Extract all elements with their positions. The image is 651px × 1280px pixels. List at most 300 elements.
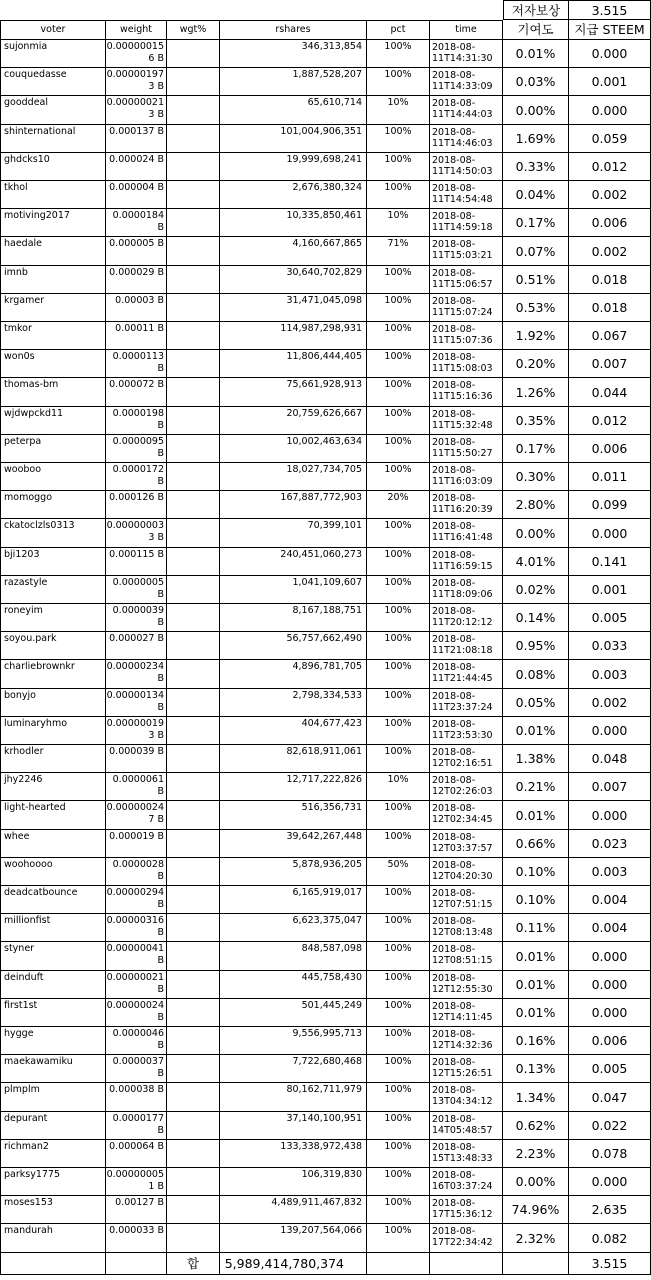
weight-cell: 0.0000039 B [106, 604, 167, 632]
time-cell [430, 942, 503, 971]
time-clock: 12T02:34:45 [432, 814, 493, 825]
voter-cell: whee [0, 830, 106, 858]
payout-cell: 0.047 [569, 1083, 651, 1112]
time-date: 2018-08- [432, 719, 476, 730]
contrib-cell: 0.00% [503, 1168, 569, 1196]
wgt-percent-cell [167, 1112, 220, 1140]
time-clock: 14T05:48:57 [432, 1125, 493, 1136]
voter-cell: haedale [0, 237, 106, 266]
weight-cell: 0.00003 B [106, 294, 167, 322]
contrib-cell: 0.01% [503, 717, 569, 745]
payout-cell: 0.000 [569, 999, 651, 1027]
contrib-cell: 0.08% [503, 660, 569, 689]
contrib-cell: 0.20% [503, 350, 569, 378]
contrib-cell: 2.32% [503, 1224, 569, 1253]
time-cell [430, 463, 503, 491]
rshares-cell: 106,319,830 [220, 1168, 367, 1196]
voter-cell: charliebrownkr [0, 660, 106, 689]
totals-rshares: 5,989,414,780,374 [220, 1253, 367, 1275]
time-date: 2018-08- [432, 183, 476, 194]
table-row [0, 548, 651, 576]
voter-cell: ckatoclzls0313 [0, 519, 106, 548]
time-clock: 11T23:53:30 [432, 730, 493, 741]
time-cell [430, 1224, 503, 1253]
contrib-cell: 0.62% [503, 1112, 569, 1140]
rshares-cell: 10,335,850,461 [220, 209, 367, 237]
payout-cell: 0.141 [569, 548, 651, 576]
time-date: 2018-08- [432, 1170, 476, 1181]
contrib-cell: 0.01% [503, 999, 569, 1027]
voter-cell: maekawamiku [0, 1055, 106, 1083]
rshares-cell: 133,338,972,438 [220, 1140, 367, 1168]
rshares-cell: 75,661,928,913 [220, 378, 367, 407]
contrib-cell: 0.66% [503, 830, 569, 858]
wgt-percent-cell [167, 660, 220, 689]
rshares-cell: 20,759,626,667 [220, 407, 367, 435]
pct-cell: 100% [367, 971, 430, 999]
time-date: 2018-08- [432, 437, 476, 448]
contrib-cell: 0.35% [503, 407, 569, 435]
table-row [0, 576, 651, 604]
rshares-cell: 4,489,911,467,832 [220, 1196, 367, 1224]
time-date: 2018-08- [432, 747, 476, 758]
rshares-cell: 39,642,267,448 [220, 830, 367, 858]
payout-cell: 0.012 [569, 407, 651, 435]
table-row [0, 1027, 651, 1055]
contrib-cell: 0.13% [503, 1055, 569, 1083]
weight-cell: 0.0000037 B [106, 1055, 167, 1083]
table-row [0, 322, 651, 350]
time-clock: 11T15:50:27 [432, 448, 493, 459]
time-cell [430, 632, 503, 660]
time-date: 2018-08- [432, 606, 476, 617]
voter-cell: imnb [0, 266, 106, 294]
author-reward-row [0, 0, 651, 20]
voter-cell: jhy2246 [0, 773, 106, 801]
weight-cell: 0.000029 B [106, 266, 167, 294]
time-clock: 11T14:59:18 [432, 222, 493, 233]
header-contribution: 기여도 [503, 20, 569, 40]
time-date: 2018-08- [432, 691, 476, 702]
payout-cell: 0.004 [569, 886, 651, 914]
rshares-cell: 1,887,528,207 [220, 68, 367, 96]
rshares-cell: 31,471,045,098 [220, 294, 367, 322]
pct-cell: 100% [367, 407, 430, 435]
pct-cell: 100% [367, 1055, 430, 1083]
contrib-cell: 4.01% [503, 548, 569, 576]
time-clock: 12T02:16:51 [432, 758, 493, 769]
time-clock: 11T15:32:48 [432, 420, 493, 431]
time-clock: 12T15:26:51 [432, 1068, 493, 1079]
totals-label: 합 [167, 1253, 220, 1275]
time-clock: 11T15:06:57 [432, 279, 493, 290]
time-date: 2018-08- [432, 860, 476, 871]
header-time: time [430, 20, 503, 40]
rshares-cell: 4,160,667,865 [220, 237, 367, 266]
time-clock: 11T15:08:03 [432, 363, 493, 374]
rshares-cell: 11,806,444,405 [220, 350, 367, 378]
time-date: 2018-08- [432, 1085, 476, 1096]
wgt-percent-cell [167, 773, 220, 801]
table-row [0, 1168, 651, 1196]
weight-cell: 0.00000015 6 B [106, 40, 167, 68]
time-clock: 12T03:37:57 [432, 843, 493, 854]
voter-cell: deadcatbounce [0, 886, 106, 914]
table-row [0, 660, 651, 689]
wgt-percent-cell [167, 96, 220, 125]
voter-cell: deinduft [0, 971, 106, 999]
weight-cell: 0.0000113 B [106, 350, 167, 378]
pct-cell: 100% [367, 604, 430, 632]
weight-cell: 0.00000316 B [106, 914, 167, 942]
wgt-percent-cell [167, 576, 220, 604]
voter-cell: momoggo [0, 491, 106, 519]
pct-cell: 10% [367, 209, 430, 237]
rshares-cell: 18,027,734,705 [220, 463, 367, 491]
time-clock: 11T21:08:18 [432, 645, 493, 656]
payout-cell: 0.002 [569, 689, 651, 717]
totals-contrib-cell [503, 1253, 569, 1275]
time-clock: 11T16:59:15 [432, 561, 493, 572]
rshares-cell: 516,356,731 [220, 801, 367, 830]
table-row [0, 1224, 651, 1253]
voter-cell: sujonmia [0, 40, 106, 68]
contrib-cell: 2.23% [503, 1140, 569, 1168]
time-cell [430, 604, 503, 632]
rshares-cell: 167,887,772,903 [220, 491, 367, 519]
table-row [0, 1112, 651, 1140]
pct-cell: 100% [367, 1224, 430, 1253]
wgt-percent-cell [167, 745, 220, 773]
contrib-cell: 0.51% [503, 266, 569, 294]
payout-cell: 0.000 [569, 942, 651, 971]
pct-cell: 100% [367, 689, 430, 717]
time-date: 2018-08- [432, 42, 476, 53]
wgt-percent-cell [167, 266, 220, 294]
wgt-percent-cell [167, 971, 220, 999]
wgt-percent-cell [167, 40, 220, 68]
payout-cell: 0.007 [569, 773, 651, 801]
contrib-cell: 0.30% [503, 463, 569, 491]
time-clock: 12T08:51:15 [432, 955, 493, 966]
time-date: 2018-08- [432, 1001, 476, 1012]
time-cell [430, 717, 503, 745]
wgt-percent-cell [167, 1224, 220, 1253]
time-cell [430, 491, 503, 519]
payout-cell: 0.000 [569, 96, 651, 125]
time-cell [430, 519, 503, 548]
weight-cell: 0.00011 B [106, 322, 167, 350]
header-weight: weight [106, 20, 167, 40]
wgt-percent-cell [167, 378, 220, 407]
rshares-cell: 37,140,100,951 [220, 1112, 367, 1140]
pct-cell: 100% [367, 914, 430, 942]
table-row [0, 294, 651, 322]
time-date: 2018-08- [432, 550, 476, 561]
contrib-cell: 74.96% [503, 1196, 569, 1224]
payout-cell: 2.635 [569, 1196, 651, 1224]
weight-cell: 0.00000019 3 B [106, 717, 167, 745]
time-cell [430, 660, 503, 689]
wgt-percent-cell [167, 519, 220, 548]
time-cell [430, 801, 503, 830]
time-cell [430, 125, 503, 153]
payout-cell: 0.048 [569, 745, 651, 773]
contrib-cell: 0.01% [503, 40, 569, 68]
voter-cell: first1st [0, 999, 106, 1027]
time-cell [430, 1140, 503, 1168]
time-cell [430, 237, 503, 266]
weight-cell: 0.000033 B [106, 1224, 167, 1253]
time-cell [430, 96, 503, 125]
payout-cell: 0.000 [569, 40, 651, 68]
weight-cell: 0.000039 B [106, 745, 167, 773]
payout-cell: 0.059 [569, 125, 651, 153]
wgt-percent-cell [167, 435, 220, 463]
time-clock: 11T15:03:21 [432, 250, 493, 261]
payout-cell: 0.011 [569, 463, 651, 491]
contrib-cell: 0.17% [503, 209, 569, 237]
contrib-cell: 0.10% [503, 886, 569, 914]
wgt-percent-cell [167, 942, 220, 971]
rshares-cell: 240,451,060,273 [220, 548, 367, 576]
wgt-percent-cell [167, 1055, 220, 1083]
contrib-cell: 0.11% [503, 914, 569, 942]
rshares-cell: 56,757,662,490 [220, 632, 367, 660]
voter-cell: mandurah [0, 1224, 106, 1253]
pct-cell: 100% [367, 1112, 430, 1140]
table-row [0, 1083, 651, 1112]
pct-cell: 100% [367, 519, 430, 548]
wgt-percent-cell [167, 632, 220, 660]
payout-cell: 0.006 [569, 209, 651, 237]
payout-cell: 0.002 [569, 181, 651, 209]
time-date: 2018-08- [432, 380, 476, 391]
rshares-cell: 7,722,680,468 [220, 1055, 367, 1083]
time-clock: 11T15:16:36 [432, 391, 493, 402]
pct-cell: 100% [367, 1027, 430, 1055]
time-date: 2018-08- [432, 662, 476, 673]
voter-cell: wooboo [0, 463, 106, 491]
voter-cell: bji1203 [0, 548, 106, 576]
wgt-percent-cell [167, 68, 220, 96]
time-date: 2018-08- [432, 70, 476, 81]
header-wgt-percent: wgt% [167, 20, 220, 40]
pct-cell: 100% [367, 1196, 430, 1224]
pct-cell: 50% [367, 858, 430, 886]
pct-cell: 10% [367, 773, 430, 801]
pct-cell: 100% [367, 942, 430, 971]
voter-cell: wjdwpckd11 [0, 407, 106, 435]
payout-cell: 0.006 [569, 1027, 651, 1055]
rshares-cell: 70,399,101 [220, 519, 367, 548]
payout-cell: 0.000 [569, 519, 651, 548]
payout-cell: 0.033 [569, 632, 651, 660]
wgt-percent-cell [167, 604, 220, 632]
weight-cell: 0.0000177 B [106, 1112, 167, 1140]
weight-cell: 0.0000198 B [106, 407, 167, 435]
weight-cell: 0.00000024 B [106, 999, 167, 1027]
table-row [0, 1140, 651, 1168]
time-cell [430, 1027, 503, 1055]
payout-cell: 0.001 [569, 576, 651, 604]
rshares-cell: 2,798,334,533 [220, 689, 367, 717]
totals-voter-cell [0, 1253, 106, 1275]
wgt-percent-cell [167, 1196, 220, 1224]
payout-cell: 0.001 [569, 68, 651, 96]
table-row [0, 858, 651, 886]
table-row [0, 632, 651, 660]
contrib-cell: 1.34% [503, 1083, 569, 1112]
pct-cell: 100% [367, 717, 430, 745]
time-cell [430, 1112, 503, 1140]
rshares-cell: 101,004,906,351 [220, 125, 367, 153]
payout-cell: 0.082 [569, 1224, 651, 1253]
rshares-cell: 82,618,911,061 [220, 745, 367, 773]
rshares-cell: 12,717,222,826 [220, 773, 367, 801]
pct-cell: 100% [367, 435, 430, 463]
rshares-cell: 5,878,936,205 [220, 858, 367, 886]
time-clock: 12T07:51:15 [432, 899, 493, 910]
weight-cell: 0.00000134 B [106, 689, 167, 717]
contrib-cell: 0.03% [503, 68, 569, 96]
rshares-cell: 9,556,995,713 [220, 1027, 367, 1055]
payout-cell: 0.078 [569, 1140, 651, 1168]
pct-cell: 100% [367, 322, 430, 350]
wgt-percent-cell [167, 1168, 220, 1196]
voter-cell: depurant [0, 1112, 106, 1140]
voter-cell: peterpa [0, 435, 106, 463]
time-clock: 11T16:03:09 [432, 476, 493, 487]
table-row [0, 68, 651, 96]
rshares-cell: 1,041,109,607 [220, 576, 367, 604]
rshares-cell: 6,165,919,017 [220, 886, 367, 914]
payout-cell: 0.023 [569, 830, 651, 858]
header-payout: 지급 STEEM [569, 20, 651, 40]
time-cell [430, 1168, 503, 1196]
pct-cell: 100% [367, 350, 430, 378]
rshares-cell: 139,207,564,066 [220, 1224, 367, 1253]
weight-cell: 0.000024 B [106, 153, 167, 181]
voter-cell: razastyle [0, 576, 106, 604]
pct-cell: 100% [367, 125, 430, 153]
time-cell [430, 1196, 503, 1224]
pct-cell: 10% [367, 96, 430, 125]
header-voter: voter [0, 20, 106, 40]
voter-cell: won0s [0, 350, 106, 378]
pct-cell: 100% [367, 801, 430, 830]
pct-cell: 100% [367, 378, 430, 407]
wgt-percent-cell [167, 830, 220, 858]
time-date: 2018-08- [432, 211, 476, 222]
pct-cell: 100% [367, 660, 430, 689]
time-date: 2018-08- [432, 1198, 476, 1209]
pct-cell: 100% [367, 294, 430, 322]
voter-cell: bonyjo [0, 689, 106, 717]
rshares-cell: 6,623,375,047 [220, 914, 367, 942]
payout-cell: 0.000 [569, 971, 651, 999]
pct-cell: 100% [367, 40, 430, 68]
time-clock: 11T14:33:09 [432, 81, 493, 92]
payout-cell: 0.000 [569, 717, 651, 745]
pct-cell: 20% [367, 491, 430, 519]
weight-cell: 0.00000005 1 B [106, 1168, 167, 1196]
wgt-percent-cell [167, 181, 220, 209]
rshares-cell: 404,677,423 [220, 717, 367, 745]
voter-cell: woohoooo [0, 858, 106, 886]
header-pct: pct [367, 20, 430, 40]
time-date: 2018-08- [432, 239, 476, 250]
weight-cell: 0.000137 B [106, 125, 167, 153]
table-row [0, 1055, 651, 1083]
time-clock: 11T14:46:03 [432, 138, 493, 149]
time-clock: 12T08:13:48 [432, 927, 493, 938]
weight-cell: 0.00000041 B [106, 942, 167, 971]
time-cell [430, 914, 503, 942]
wgt-percent-cell [167, 801, 220, 830]
wgt-percent-cell [167, 322, 220, 350]
table-row [0, 519, 651, 548]
time-date: 2018-08- [432, 888, 476, 899]
totals-time-cell [430, 1253, 503, 1275]
time-cell [430, 153, 503, 181]
time-date: 2018-08- [432, 465, 476, 476]
time-clock: 12T14:32:36 [432, 1040, 493, 1051]
pct-cell: 100% [367, 1140, 430, 1168]
wgt-percent-cell [167, 1027, 220, 1055]
wgt-percent-cell [167, 350, 220, 378]
payout-cell: 0.006 [569, 435, 651, 463]
table-row [0, 999, 651, 1027]
pct-cell: 100% [367, 153, 430, 181]
time-clock: 15T13:48:33 [432, 1153, 493, 1164]
payout-cell: 0.012 [569, 153, 651, 181]
time-cell [430, 350, 503, 378]
time-cell [430, 181, 503, 209]
contrib-cell: 0.01% [503, 801, 569, 830]
time-date: 2018-08- [432, 973, 476, 984]
time-date: 2018-08- [432, 775, 476, 786]
time-cell [430, 1055, 503, 1083]
table-row [0, 830, 651, 858]
contrib-cell: 0.04% [503, 181, 569, 209]
table-row [0, 266, 651, 294]
time-clock: 11T15:07:36 [432, 335, 493, 346]
payout-cell: 0.004 [569, 914, 651, 942]
header-rshares: rshares [220, 20, 367, 40]
weight-cell: 0.0000005 B [106, 576, 167, 604]
time-clock: 11T15:07:24 [432, 307, 493, 318]
time-date: 2018-08- [432, 634, 476, 645]
voter-cell: couquedasse [0, 68, 106, 96]
weight-cell: 0.00000234 B [106, 660, 167, 689]
voter-cell: hygge [0, 1027, 106, 1055]
table-row [0, 914, 651, 942]
time-cell [430, 40, 503, 68]
time-clock: 11T23:37:24 [432, 702, 493, 713]
table-row [0, 773, 651, 801]
time-clock: 17T22:34:42 [432, 1237, 493, 1248]
voter-cell: ghdcks10 [0, 153, 106, 181]
wgt-percent-cell [167, 491, 220, 519]
table-row [0, 435, 651, 463]
table-row [0, 407, 651, 435]
rshares-cell: 10,002,463,634 [220, 435, 367, 463]
payout-cell: 0.067 [569, 322, 651, 350]
time-cell [430, 378, 503, 407]
totals-row [0, 1253, 651, 1275]
time-clock: 17T15:36:12 [432, 1209, 493, 1220]
